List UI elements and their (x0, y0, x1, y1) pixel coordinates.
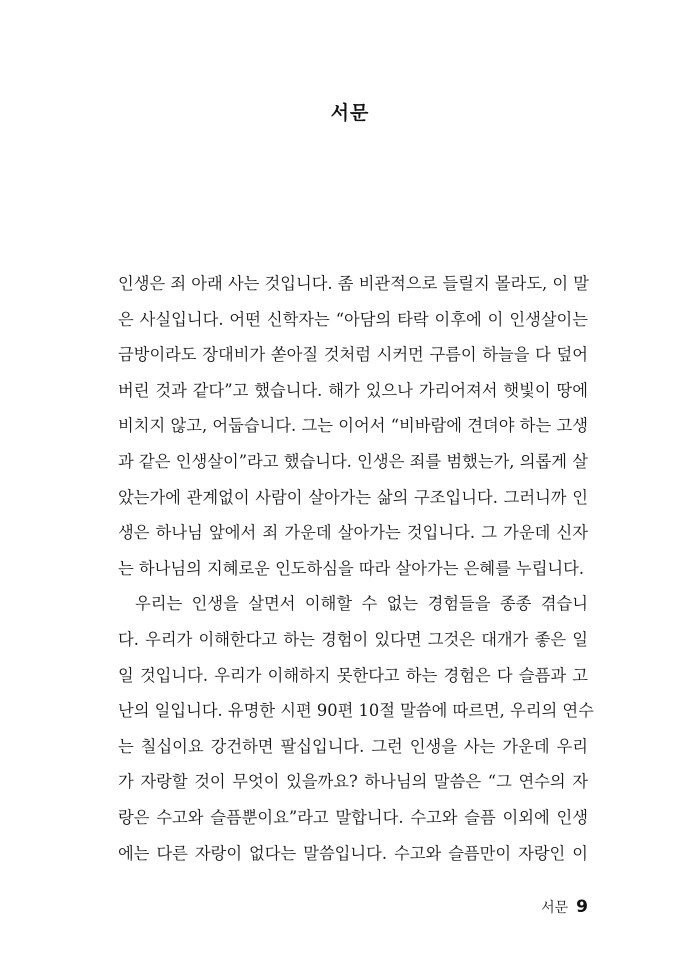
paragraph (118, 590, 594, 875)
text-line: 생은 하나님 앞에서 죄 가운데 살아가는 것입니다. 그 가운데 신자 (118, 523, 588, 543)
text-line: 은 사실입니다. 어떤 신학자는 “아담의 타락 이후에 이 인생살이는 (118, 309, 588, 329)
text-line: 에는 다른 자랑이 없다는 말씀입니다. 수고와 슬픔만이 자랑인 이 (118, 843, 588, 863)
text-line: 았는가에 관계없이 사람이 살아가는 삶의 구조입니다. 그러니까 인 (118, 487, 588, 507)
page-footer (541, 897, 588, 917)
text-line: 비치지 않고, 어둡습니다. 그는 이어서 “비바람에 견뎌야 하는 고생 (118, 416, 588, 436)
text-line: 난의 일입니다. 유명한 시편 90편 10절 말씀에 따르면, 우리의 연수 (118, 701, 594, 721)
text-line: 우리는 인생을 살면서 이해할 수 없는 경험들을 종종 겪습니 (135, 594, 588, 614)
text-line: 랑은 수고와 슬픔뿐이요”라고 말합니다. 수고와 슬픔 이외에 인생 (118, 807, 588, 827)
text-line: 일 것입니다. 우리가 이해하지 못한다고 하는 경험은 다 슬픔과 고 (118, 665, 588, 685)
running-footer-section: 서문 (541, 900, 569, 916)
text-line: 다. 우리가 이해한다고 하는 경험이 있다면 그것은 대개가 좋은 일 (118, 629, 588, 649)
text-line: 가 자랑할 것이 무엇이 있을까요? 하나님의 말씀은 “그 연수의 자 (118, 772, 588, 792)
text-line: 는 칠십이요 강건하면 팔십입니다. 그런 인생을 사는 가운데 우리 (118, 736, 588, 756)
text-line: 버린 것과 같다”고 했습니다. 해가 있으나 가리어져서 햇빛이 땅에 (118, 380, 588, 400)
text-line: 금방이라도 장대비가 쏟아질 것처럼 시커먼 구름이 하늘을 다 덮어 (118, 345, 588, 365)
text-line: 는 하나님의 지혜로운 인도하심을 따라 살아가는 은혜를 누립니다. (118, 558, 585, 578)
page-number: 9 (576, 897, 588, 917)
body-text (118, 270, 594, 875)
paragraph (118, 270, 588, 590)
page-title: 서문 (330, 102, 370, 124)
text-line: 과 같은 인생살이”라고 했습니다. 인생은 죄를 범했는가, 의롭게 살 (118, 451, 588, 471)
text-line: 인생은 죄 아래 사는 것입니다. 좀 비관적으로 들릴지 몰라도, 이 말 (118, 274, 590, 293)
